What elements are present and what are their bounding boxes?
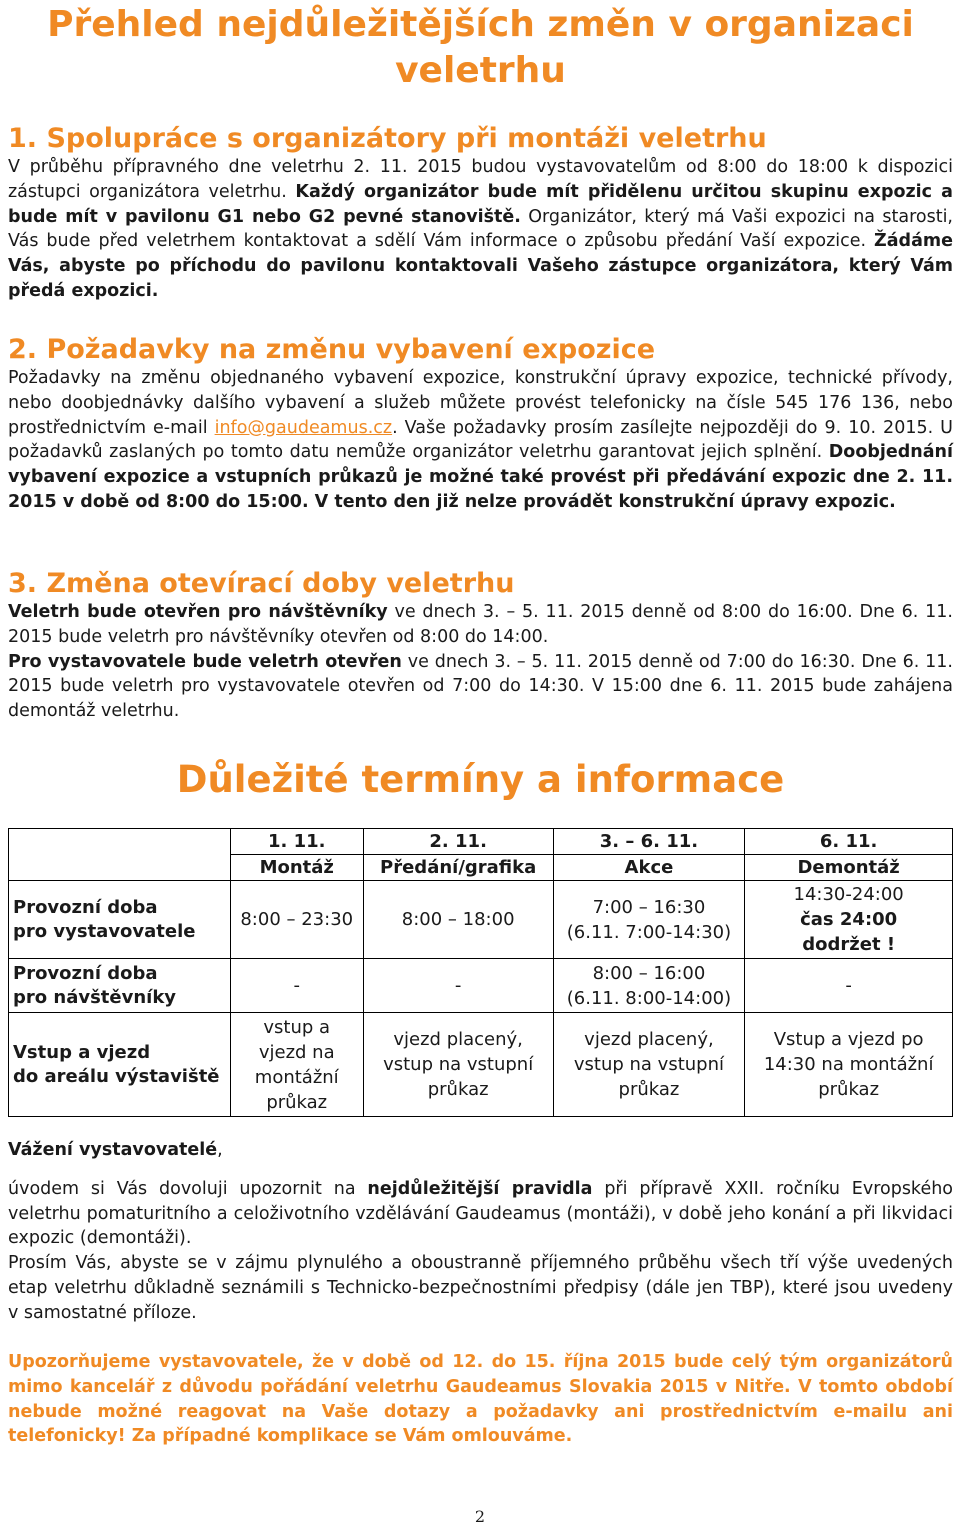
bold-run: Veletrh bude otevřen pro návštěvníky (8, 602, 388, 622)
table-cell: vjezd placený, vstup na vstupní průkaz (553, 1013, 745, 1117)
phase-cell: Akce (553, 855, 745, 881)
section-2-text (8, 366, 953, 515)
text-run: . Vaše požadavky prosím zasílejte nejpozději do 9. 10. 2015. U požadavků zaslaných po tomto datu nemůže organizátor veletrhu garantovat jejich splnění. (8, 417, 953, 463)
date-cell: 6. 11. (745, 829, 953, 855)
page-number: 2 (474, 1507, 486, 1526)
table-row (9, 881, 953, 959)
table-cell: - (745, 959, 953, 1013)
row-label (9, 1013, 231, 1117)
office-closure-notice (8, 1350, 953, 1449)
row-label-line: Vstup a vjezd (13, 1041, 151, 1063)
table-row (9, 1013, 953, 1117)
cell-line: 7:00 – 16:30 (592, 896, 706, 918)
table-row (9, 959, 953, 1013)
page-title: Přehled nejdůležitějších změn v organizaci veletrhu (47, 4, 914, 91)
section-heading-1: 1. Spolupráce s organizátory při montáži veletrhu (8, 123, 767, 154)
row-label-line: pro návštěvníky (13, 986, 177, 1008)
row-label-line: pro vystavovatele (13, 920, 196, 942)
table-cell (553, 959, 745, 1013)
cell-line: 8:00 – 16:00 (592, 962, 706, 984)
section-cooperation (8, 123, 953, 304)
section-equipment-changes (8, 334, 953, 515)
text-run: ve dnech 3. – 5. 11. 2015 denně od 8:00 do 16:00. Dne 6. 11. 2015 bude veletrh pro návštěvníky otevřen od 8:00 do 14:00. (8, 602, 953, 647)
cell-line: dodržet ! (802, 934, 896, 955)
bold-run: Doobjednání vybavení expozice a vstupních průkazů je možné také provést při předávání expozic dne 2. 11. 2015 v době od 8:00 do 15:00. V tento den již nelze provádět konstrukční úpravy expozic. (8, 442, 953, 512)
section-1-text (8, 155, 953, 304)
text-run: při přípravě XXII. ročníku Evropského veletrhu pomaturitního a celoživotního vzdělávání Gaudeamus (montáži), v době jeho konání a při likvidaci expozic (demontáži). (8, 1178, 954, 1249)
cell-line: (6.11. 7:00-14:30) (566, 921, 732, 943)
bold-run: Pro vystavovatele bude veletrh otevřen (8, 651, 402, 672)
row-label-line: Provozní doba (13, 896, 158, 918)
notice-text: Upozorňujeme vystavovatele, že v době od 12. do 15. října 2015 bude celý tým organizátorů mimo kancelář z důvodu pořádání veletrhu Gaudeamus Slovakia 2015 v Nitře. V tomto období nebude možné reagovat na Vaše dotazy a požadavky ani prostřednictvím e-mailu ani telefonicky! Za případné komplikace se Vám omlouváme. (8, 1352, 953, 1447)
text-run: , (217, 1140, 223, 1160)
bold-run: Každý organizátor bude mít přidělenu určitou skupinu expozic a bude mít v pavilonu G1 nebo G2 pevné stanoviště. (8, 181, 953, 227)
text-run: ve dnech 3. – 5. 11. 2015 denně od 7:00 do 16:30. Dne 6. 11. 2015 bude veletrh pro vystavovatele otevřen od 7:00 do 14:30. V 15:00 dne 6. 11. 2015 bude zahájena demontáž veletrhu. (8, 651, 953, 722)
text-run: Požadavky na změnu objednaného vybavení expozice, konstrukční úpravy expozice, technické přívody, nebo doobjednávky dalšího vybavení a služeb můžete provést telefonicky na čísle 545 176 136, nebo prostřednictvím e-mail (8, 368, 953, 438)
dates-row (9, 829, 953, 855)
section-opening-hours (8, 568, 953, 724)
table-cell: vjezd placený, vstup na vstupní průkaz (363, 1013, 553, 1117)
date-cell: 1. 11. (230, 829, 363, 855)
section-heading-3: 3. Změna otevírací doby veletrhu (8, 568, 515, 599)
phase-cell: Předání/grafika (363, 855, 553, 881)
date-cell: 3. – 6. 11. (553, 829, 745, 855)
bold-run: Žádáme Vás, abyste po příchodu do pavilonu kontaktovali Vašeho zástupce organizátora, který Vám předá expozici. (8, 231, 953, 301)
important-dates-table (8, 828, 953, 1117)
table-cell: 8:00 – 18:00 (363, 881, 553, 959)
bold-run: Vážení vystavovatelé (8, 1140, 218, 1160)
text-run: V průběhu přípravného dne veletrhu 2. 11. 2015 budou vystavovatelům od 8:00 do 18:00 k dispozici zástupci organizátora veletrhu. (8, 157, 953, 202)
table-cell: Vstup a vjezd po 14:30 na montážní průkaz (745, 1013, 953, 1117)
exhibitors-hours-text (8, 650, 953, 724)
table-cell: - (230, 959, 363, 1013)
bold-run: nejdůležitější pravidla (367, 1178, 593, 1199)
table-cell (745, 881, 953, 959)
visitors-hours-text (8, 600, 953, 650)
phase-cell: Montáž (230, 855, 363, 881)
letter-paragraph-2: Prosím Vás, abyste se v zájmu plynulého a oboustranně příjemného průběhu všech tří výše uvedených etap veletrhu důkladně seznámili s Technicko-bezpečnostními předpisy (dále jen TBP), které jsou uvedeny v samostatné příloze. (8, 1253, 953, 1323)
text-run: úvodem si Vás dovoluji upozornit na (8, 1178, 368, 1199)
cell-line: 14:30-24:00 (793, 884, 904, 905)
table-corner (9, 829, 231, 881)
table-cell: - (363, 959, 553, 1013)
document-page (8, 0, 954, 1447)
important-dates-title: Důležité termíny a informace (176, 758, 785, 801)
row-label (9, 881, 231, 959)
email-link[interactable]: info@gaudeamus.cz (214, 417, 393, 438)
letter-paragraph-1 (8, 1177, 953, 1251)
letter-to-exhibitors (8, 1138, 953, 1326)
phase-cell: Demontáž (745, 855, 953, 881)
row-label-line: do areálu výstaviště (13, 1065, 220, 1087)
cell-line: (6.11. 8:00-14:00) (566, 987, 732, 1009)
table-cell: vstup a vjezd na montážní průkaz (230, 1013, 363, 1117)
section-heading-2: 2. Požadavky na změnu vybavení expozice (8, 334, 656, 365)
greeting (8, 1138, 953, 1163)
row-label (9, 959, 231, 1013)
cell-line: čas 24:00 (800, 909, 898, 930)
text-run: Organizátor, který má Vaši expozici na starosti, Vás bude před veletrhem kontaktovat a sdělí Vám informace o způsobu předání Vaší expozice. (8, 206, 954, 252)
date-cell: 2. 11. (363, 829, 553, 855)
table-cell (553, 881, 745, 959)
table-cell: 8:00 – 23:30 (230, 881, 363, 959)
row-label-line: Provozní doba (13, 962, 158, 984)
